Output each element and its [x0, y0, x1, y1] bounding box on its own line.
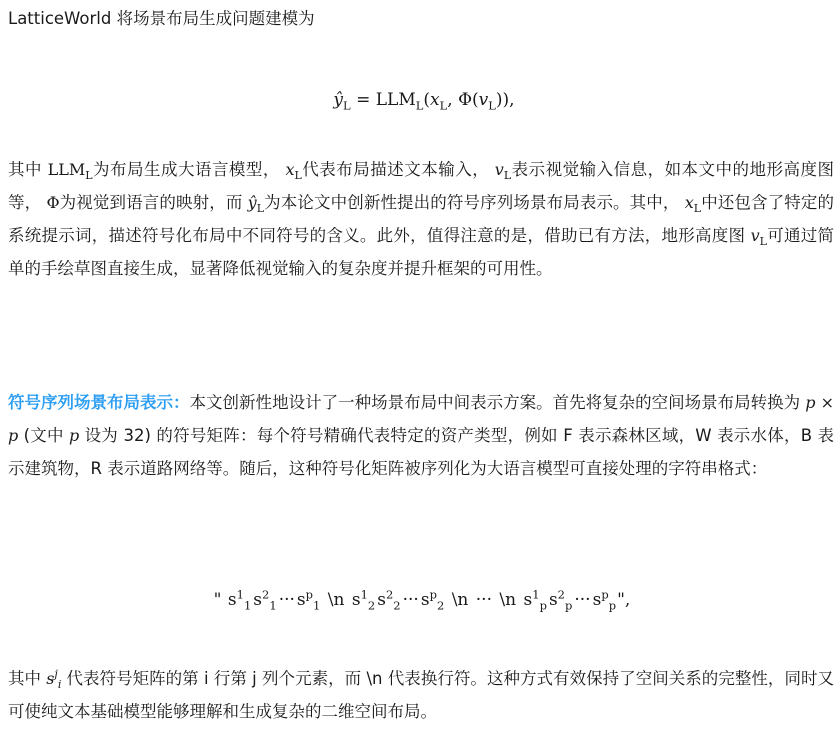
intro-line: LatticeWorld 将场景布局生成问题建模为	[8, 9, 315, 28]
section-heading: 符号序列场景布局表示：	[8, 393, 190, 412]
paragraph-symbolic-layout: 符号序列场景布局表示：本文创新性地设计了一种场景布局中间表示方案。首先将复杂的空间场景布局转换为 p × p (文中 p 设为 32) 的符号矩阵：每个符号精确代表特定的资产类型，例如 F 表示森林区域，W 表示水体，B 表示建筑物，R 表示道路网络等。随后，这种符号化矩阵被序列化为大语言模型可直接处理的字符串格式：	[8, 393, 835, 478]
paragraph-element-definition: 其中 $s^j_i$ 代表符号矩阵的第 i 行第 j 列个元素，而 \n 代表换行符。这种方式有效保持了空间关系的完整性，同时又可使纯文本基础模型能够理解和生成复杂的二维空间布局。	[8, 667, 835, 721]
paragraph-definitions: 其中 $LLM_L$为布局生成大语言模型， $x_L$代表布局描述文本输入， $v_L$表示视觉输入信息，如本文中的地形高度图等， Φ为视觉到语言的映射，而 $ŷ_L$为本论文中创新性提出的符号序列场景布局表示。其中， $x_L$中还包含了特定的系统提示词，描述符号化布局中不同符号的含义。此外，值得注意的是，借助已有方法，地形高度图 $v_L$可通过简单的手绘草图直接生成，显著降低视觉输入的复杂度并提升框架的可用性。	[8, 160, 835, 278]
serialization-equation: " $s^1_1$ $s^2_1$ ··· $s^p_1$ \n $s^1_2$ $s^2_2$ ··· $s^p_2$ \n ··· \n $s^1_p$ $s^2_p$ ··· $s^p_p$",	[213, 587, 631, 613]
layout-equation: $ŷ_L = LLM_L(x_L$, $\Phi(v_L)$),	[333, 90, 515, 113]
